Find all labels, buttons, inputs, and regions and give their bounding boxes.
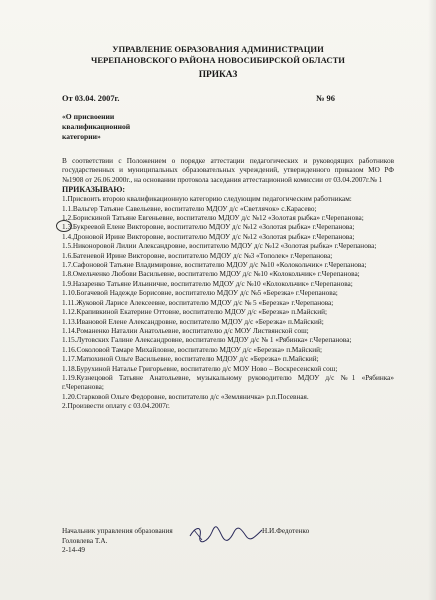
document-title: ПРИКАЗ bbox=[198, 70, 238, 80]
list-item: 1.1.Вальгер Татьяне Савельевне, воспитателю МДОУ д/с «Светлячок» с.Карасево; bbox=[62, 204, 317, 213]
handwritten-circle-mark bbox=[56, 220, 72, 232]
subject-line-1: «О присвоении bbox=[62, 112, 115, 121]
list-item: 1.9.Назаренко Татьяне Ильиничне, воспитателю МДОУ д/с №10 «Колокольчик» г.Черепанова; bbox=[62, 279, 353, 288]
list-item: 1.2.Борискиной Татьяне Евгеньевне, воспитателю МДОУ д/с №12 «Золотая рыбка» г.Черепанова; bbox=[62, 214, 364, 223]
page-edge-shadow bbox=[428, 0, 436, 600]
header-line-1: УПРАВЛЕНИЕ ОБРАЗОВАНИЯ АДМИНИСТРАЦИИ bbox=[112, 44, 324, 54]
list-item: 1.15.Лутовских Галине Александровне, воспитателю МДОУ д/с № 1 «Рябинка» г.Черепанова; bbox=[62, 336, 352, 345]
preamble: В соответствии с Положением о порядке аттестации педагогических и руководящих работников государственных и муниципальных образовательных учреждений, утвержденного приказом МО РФ №1908 от 26.06.2000г., на основании протокола заседания аттестационной комиссии от 03.04.2007г.№ 1 bbox=[62, 157, 394, 184]
list-item: 1.14.Романенко Наталии Анатольевне, воспитателю д/с МОУ Листвянской сош; bbox=[62, 326, 309, 335]
list-item: 1.17.Матюхиной Ольге Васильевне, воспитателю МДОУ д/с «Березка» п.Майский; bbox=[62, 355, 319, 364]
list-item: 1.3.Букреевой Елене Викторовне, воспитателю МДОУ д/с №12 «Золотая рыбка» г.Черепанова; bbox=[62, 223, 355, 232]
list-item: 1.6.Батеневой Ирине Викторовне, воспитателю МДОУ д/с №3 «Тополек» г.Черепанова; bbox=[62, 251, 333, 260]
order-number: № 96 bbox=[316, 94, 335, 103]
list-item: 1.7.Сафоновой Татьяне Владимировне, воспитателю МДОУ д/с №10 «Колокольчик» г.Черепанова; bbox=[62, 261, 367, 270]
order-body bbox=[62, 157, 394, 412]
list-item: 1.18.Бурухиной Наталье Григорьевне, воспитателю д/с МОУ Ново – Воскресенской сош; bbox=[62, 364, 338, 373]
command-word: ПРИКАЗЫВАЮ: bbox=[62, 185, 126, 195]
handwritten-signature bbox=[188, 522, 268, 544]
list-item: 1.5.Никоноровой Лилии Александровне, воспитателю МДОУ д/с №12 «Золотая рыбка» г.Черепанова; bbox=[62, 242, 377, 251]
subject-line-2: квалификационной bbox=[62, 122, 131, 131]
list-item: 1.11.Жуковой Ларисе Алексеевне, воспитателю МДОУ д/с № 5 «Березка» г.Черепанова; bbox=[62, 298, 334, 307]
executor-name: Головлева Т.А. bbox=[62, 536, 108, 545]
list-item: 1.13.Ивановой Елене Александровне, воспитателю МДОУ д/с «Березка» п.Майский; bbox=[62, 317, 324, 326]
list-item: 1.10.Богачевой Надежде Борисовне, воспитателю МДОУ д/с №5 «Березка» г.Черепанова; bbox=[62, 289, 338, 298]
list-item: 1.20.Старковой Ольге Федоровне, воспитателю д/с «Земляничка» р.п.Посевная. bbox=[62, 392, 309, 401]
item-1-intro: 1.Присвоить второю квалификационную категорию следующим педагогическим работникам: bbox=[62, 195, 352, 204]
employee-list bbox=[62, 205, 394, 403]
order-date: От 03.04. 2007г. bbox=[62, 94, 120, 103]
document-header bbox=[0, 44, 436, 66]
list-item: 1.8.Омельченко Любови Васильевне, воспитателю МДОУ д/с №10 «Колокольчик» г.Черепанова; bbox=[62, 270, 360, 279]
signatory-position: Начальник управления образования bbox=[62, 527, 173, 535]
list-item: 1.16.Соколовой Тамаре Михайловне, воспитателю МДОУ д/с «Березка» п.Майский; bbox=[62, 345, 322, 354]
signatory-name: Н.И.Федотенко bbox=[262, 527, 310, 535]
list-item: 1.19.Кузнецовой Татьяне Анатольевне, музыкальному руководителю МДОУ д/с №1 «Рябинка» г.Черепанова; bbox=[62, 373, 394, 392]
executor-phone: 2-14-49 bbox=[62, 546, 85, 555]
subject-line-3: категории» bbox=[62, 132, 101, 141]
item-2: 2.Произвести оплату с 03.04.2007г. bbox=[62, 402, 170, 411]
list-item: 1.12.Крапивкиной Екатерине Оттовне, воспитателю МДОУ д/с «Березка» п.Майский; bbox=[62, 308, 327, 317]
order-subject bbox=[62, 112, 172, 142]
header-line-2: ЧЕРЕПАНОВСКОГО РАЙОНА НОВОСИБИРСКОЙ ОБЛАСТИ bbox=[91, 55, 345, 65]
list-item: 1.4.Дроновой Ирине Викторовне, воспитателю МДОУ д/с №12 «Золотая рыбка» г.Черепанова; bbox=[62, 232, 355, 241]
